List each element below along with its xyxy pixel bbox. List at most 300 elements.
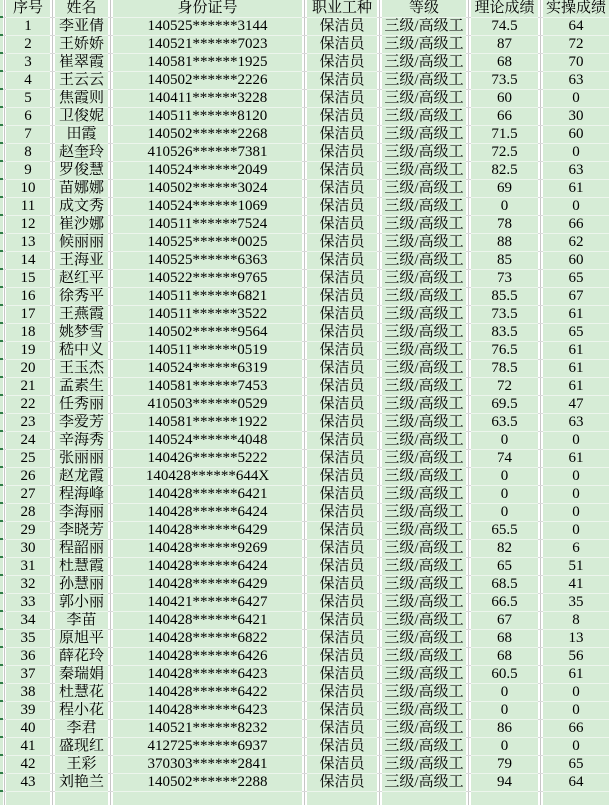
cell-col-id-number[interactable]: 412725******6937 [113, 738, 302, 756]
cell-col-name[interactable]: 王海亚 [55, 252, 108, 270]
cell-col-level[interactable]: 三级/高级工 [382, 774, 466, 792]
cell-col-name[interactable]: 杜慧霞 [55, 558, 108, 576]
cell-col-level[interactable]: 三级/高级工 [382, 504, 466, 522]
cell-col-level[interactable]: 三级/高级工 [382, 342, 466, 360]
cell-col-practical-score[interactable]: 0 [543, 90, 609, 108]
cell-col-id-number[interactable]: 140502******3024 [113, 180, 302, 198]
cell-col-theory-score[interactable]: 79 [471, 756, 538, 774]
cell-col-theory-score[interactable]: 86 [471, 720, 538, 738]
cell-col-theory-score[interactable]: 72.5 [471, 144, 538, 162]
cell-col-occupation[interactable]: 保洁员 [307, 108, 377, 126]
cell-col-level[interactable]: 三级/高级工 [382, 720, 466, 738]
empty-cell-col-level[interactable] [382, 792, 466, 805]
cell-col-name[interactable]: 嵇中义 [55, 342, 108, 360]
cell-col-index[interactable]: 5 [6, 90, 50, 108]
cell-col-practical-score[interactable]: 72 [543, 36, 609, 54]
cell-col-theory-score[interactable]: 0 [471, 504, 538, 522]
cell-col-theory-score[interactable]: 63.5 [471, 414, 538, 432]
cell-col-level[interactable]: 三级/高级工 [382, 90, 466, 108]
cell-col-level[interactable]: 三级/高级工 [382, 756, 466, 774]
cell-col-occupation[interactable]: 保洁员 [307, 612, 377, 630]
cell-col-name[interactable]: 焦霞则 [55, 90, 108, 108]
cell-col-level[interactable]: 三级/高级工 [382, 360, 466, 378]
cell-col-occupation[interactable]: 保洁员 [307, 126, 377, 144]
cell-col-level[interactable]: 三级/高级工 [382, 324, 466, 342]
cell-col-practical-score[interactable]: 61 [543, 360, 609, 378]
cell-col-index[interactable]: 18 [6, 324, 50, 342]
cell-col-theory-score[interactable]: 82 [471, 540, 538, 558]
cell-col-id-number[interactable]: 140521******8232 [113, 720, 302, 738]
cell-col-name[interactable]: 李苗 [55, 612, 108, 630]
cell-col-occupation[interactable]: 保洁员 [307, 216, 377, 234]
cell-col-theory-score[interactable]: 66 [471, 108, 538, 126]
cell-col-practical-score[interactable]: 63 [543, 162, 609, 180]
cell-col-practical-score[interactable]: 60 [543, 126, 609, 144]
cell-col-level[interactable]: 三级/高级工 [382, 36, 466, 54]
cell-col-occupation[interactable]: 保洁员 [307, 666, 377, 684]
cell-col-id-number[interactable]: 370303******2841 [113, 756, 302, 774]
cell-col-level[interactable]: 三级/高级工 [382, 198, 466, 216]
cell-col-practical-score[interactable]: 0 [543, 468, 609, 486]
cell-col-id-number[interactable]: 140511******7524 [113, 216, 302, 234]
cell-col-id-number[interactable]: 410526******7381 [113, 144, 302, 162]
cell-col-theory-score[interactable]: 85.5 [471, 288, 538, 306]
cell-col-name[interactable]: 王娇娇 [55, 36, 108, 54]
cell-col-practical-score[interactable]: 0 [543, 738, 609, 756]
cell-col-practical-score[interactable]: 13 [543, 630, 609, 648]
cell-col-practical-score[interactable]: 62 [543, 234, 609, 252]
cell-col-practical-score[interactable]: 65 [543, 324, 609, 342]
cell-col-index[interactable]: 2 [6, 36, 50, 54]
cell-col-index[interactable]: 26 [6, 468, 50, 486]
cell-col-name[interactable]: 张丽丽 [55, 450, 108, 468]
cell-col-id-number[interactable]: 140581******1922 [113, 414, 302, 432]
cell-col-theory-score[interactable]: 67 [471, 612, 538, 630]
cell-col-occupation[interactable]: 保洁员 [307, 54, 377, 72]
cell-col-occupation[interactable]: 保洁员 [307, 144, 377, 162]
cell-col-practical-score[interactable]: 0 [543, 522, 609, 540]
cell-col-theory-score[interactable]: 72 [471, 378, 538, 396]
cell-col-level[interactable]: 三级/高级工 [382, 216, 466, 234]
cell-col-level[interactable]: 三级/高级工 [382, 630, 466, 648]
cell-col-name[interactable]: 赵龙霞 [55, 468, 108, 486]
cell-col-level[interactable]: 三级/高级工 [382, 450, 466, 468]
cell-col-theory-score[interactable]: 82.5 [471, 162, 538, 180]
cell-col-name[interactable]: 崔沙娜 [55, 216, 108, 234]
cell-col-index[interactable]: 36 [6, 648, 50, 666]
cell-col-index[interactable]: 11 [6, 198, 50, 216]
cell-col-practical-score[interactable]: 61 [543, 180, 609, 198]
cell-col-practical-score[interactable]: 64 [543, 18, 609, 36]
cell-col-name[interactable]: 孙慧丽 [55, 576, 108, 594]
cell-col-occupation[interactable]: 保洁员 [307, 306, 377, 324]
cell-col-index[interactable]: 33 [6, 594, 50, 612]
cell-col-id-number[interactable]: 140428******6429 [113, 576, 302, 594]
empty-cell-col-name[interactable] [55, 792, 108, 805]
cell-col-occupation[interactable]: 保洁员 [307, 198, 377, 216]
cell-col-index[interactable]: 24 [6, 432, 50, 450]
cell-col-occupation[interactable]: 保洁员 [307, 432, 377, 450]
header-col-level[interactable]: 等级 [382, 0, 466, 18]
cell-col-occupation[interactable]: 保洁员 [307, 36, 377, 54]
cell-col-name[interactable]: 成文秀 [55, 198, 108, 216]
cell-col-id-number[interactable]: 140581******7453 [113, 378, 302, 396]
cell-col-occupation[interactable]: 保洁员 [307, 414, 377, 432]
cell-col-index[interactable]: 29 [6, 522, 50, 540]
cell-col-level[interactable]: 三级/高级工 [382, 468, 466, 486]
cell-col-id-number[interactable]: 140524******6319 [113, 360, 302, 378]
cell-col-occupation[interactable]: 保洁员 [307, 324, 377, 342]
cell-col-id-number[interactable]: 140428******6421 [113, 486, 302, 504]
cell-col-theory-score[interactable]: 0 [471, 198, 538, 216]
cell-col-id-number[interactable]: 140502******2268 [113, 126, 302, 144]
cell-col-practical-score[interactable]: 56 [543, 648, 609, 666]
cell-col-practical-score[interactable]: 63 [543, 414, 609, 432]
cell-col-index[interactable]: 31 [6, 558, 50, 576]
cell-col-occupation[interactable]: 保洁员 [307, 720, 377, 738]
cell-col-practical-score[interactable]: 8 [543, 612, 609, 630]
cell-col-index[interactable]: 28 [6, 504, 50, 522]
cell-col-practical-score[interactable]: 64 [543, 774, 609, 792]
cell-col-occupation[interactable]: 保洁员 [307, 468, 377, 486]
cell-col-practical-score[interactable]: 0 [543, 144, 609, 162]
cell-col-practical-score[interactable]: 6 [543, 540, 609, 558]
cell-col-level[interactable]: 三级/高级工 [382, 252, 466, 270]
cell-col-level[interactable]: 三级/高级工 [382, 396, 466, 414]
cell-col-practical-score[interactable]: 61 [543, 306, 609, 324]
cell-col-index[interactable]: 40 [6, 720, 50, 738]
cell-col-id-number[interactable]: 140502******9564 [113, 324, 302, 342]
cell-col-occupation[interactable]: 保洁员 [307, 576, 377, 594]
cell-col-id-number[interactable]: 140524******2049 [113, 162, 302, 180]
cell-col-occupation[interactable]: 保洁员 [307, 288, 377, 306]
cell-col-id-number[interactable]: 140428******6424 [113, 504, 302, 522]
cell-col-level[interactable]: 三级/高级工 [382, 144, 466, 162]
cell-col-index[interactable]: 10 [6, 180, 50, 198]
cell-col-name[interactable]: 任秀丽 [55, 396, 108, 414]
cell-col-index[interactable]: 13 [6, 234, 50, 252]
cell-col-practical-score[interactable]: 30 [543, 108, 609, 126]
cell-col-index[interactable]: 35 [6, 630, 50, 648]
cell-col-occupation[interactable]: 保洁员 [307, 72, 377, 90]
cell-col-id-number[interactable]: 410503******0529 [113, 396, 302, 414]
cell-col-name[interactable]: 赵红平 [55, 270, 108, 288]
cell-col-name[interactable]: 王云云 [55, 72, 108, 90]
cell-col-name[interactable]: 辛海秀 [55, 432, 108, 450]
cell-col-theory-score[interactable]: 71.5 [471, 126, 538, 144]
cell-col-id-number[interactable]: 140502******2226 [113, 72, 302, 90]
cell-col-occupation[interactable]: 保洁员 [307, 252, 377, 270]
cell-col-index[interactable]: 3 [6, 54, 50, 72]
cell-col-theory-score[interactable]: 85 [471, 252, 538, 270]
cell-col-id-number[interactable]: 140524******1069 [113, 198, 302, 216]
cell-col-practical-score[interactable]: 66 [543, 216, 609, 234]
cell-col-name[interactable]: 田霞 [55, 126, 108, 144]
cell-col-level[interactable]: 三级/高级工 [382, 126, 466, 144]
cell-col-name[interactable]: 李海丽 [55, 504, 108, 522]
cell-col-id-number[interactable]: 140428******6429 [113, 522, 302, 540]
cell-col-index[interactable]: 25 [6, 450, 50, 468]
cell-col-theory-score[interactable]: 74 [471, 450, 538, 468]
cell-col-occupation[interactable]: 保洁员 [307, 342, 377, 360]
cell-col-name[interactable]: 程小花 [55, 702, 108, 720]
header-col-index[interactable]: 序号 [6, 0, 50, 18]
cell-col-occupation[interactable]: 保洁员 [307, 18, 377, 36]
cell-col-id-number[interactable]: 140428******6423 [113, 702, 302, 720]
cell-col-theory-score[interactable]: 60.5 [471, 666, 538, 684]
cell-col-id-number[interactable]: 140428******6421 [113, 612, 302, 630]
empty-cell-col-practical-score[interactable] [543, 792, 609, 805]
cell-col-id-number[interactable]: 140525******6363 [113, 252, 302, 270]
cell-col-theory-score[interactable]: 78.5 [471, 360, 538, 378]
cell-col-index[interactable]: 17 [6, 306, 50, 324]
cell-col-level[interactable]: 三级/高级工 [382, 270, 466, 288]
cell-col-id-number[interactable]: 140524******4048 [113, 432, 302, 450]
cell-col-index[interactable]: 8 [6, 144, 50, 162]
cell-col-practical-score[interactable]: 70 [543, 54, 609, 72]
cell-col-id-number[interactable]: 140428******6424 [113, 558, 302, 576]
cell-col-name[interactable]: 刘艳兰 [55, 774, 108, 792]
cell-col-name[interactable]: 盛现红 [55, 738, 108, 756]
cell-col-name[interactable]: 李晓芳 [55, 522, 108, 540]
cell-col-index[interactable]: 38 [6, 684, 50, 702]
cell-col-id-number[interactable]: 140521******7023 [113, 36, 302, 54]
cell-col-occupation[interactable]: 保洁员 [307, 558, 377, 576]
cell-col-occupation[interactable]: 保洁员 [307, 486, 377, 504]
cell-col-practical-score[interactable]: 0 [543, 486, 609, 504]
cell-col-id-number[interactable]: 140428******9269 [113, 540, 302, 558]
cell-col-index[interactable]: 21 [6, 378, 50, 396]
cell-col-occupation[interactable]: 保洁员 [307, 450, 377, 468]
cell-col-occupation[interactable]: 保洁员 [307, 504, 377, 522]
cell-col-level[interactable]: 三级/高级工 [382, 414, 466, 432]
cell-col-theory-score[interactable]: 68 [471, 630, 538, 648]
cell-col-id-number[interactable]: 140511******3522 [113, 306, 302, 324]
cell-col-practical-score[interactable]: 35 [543, 594, 609, 612]
cell-col-level[interactable]: 三级/高级工 [382, 684, 466, 702]
cell-col-index[interactable]: 15 [6, 270, 50, 288]
cell-col-occupation[interactable]: 保洁员 [307, 630, 377, 648]
cell-col-theory-score[interactable]: 0 [471, 738, 538, 756]
cell-col-occupation[interactable]: 保洁员 [307, 270, 377, 288]
cell-col-index[interactable]: 20 [6, 360, 50, 378]
cell-col-index[interactable]: 4 [6, 72, 50, 90]
cell-col-theory-score[interactable]: 83.5 [471, 324, 538, 342]
cell-col-practical-score[interactable]: 41 [543, 576, 609, 594]
cell-col-index[interactable]: 14 [6, 252, 50, 270]
cell-col-practical-score[interactable]: 61 [543, 342, 609, 360]
cell-col-theory-score[interactable]: 94 [471, 774, 538, 792]
cell-col-name[interactable]: 李爱芳 [55, 414, 108, 432]
cell-col-occupation[interactable]: 保洁员 [307, 180, 377, 198]
cell-col-theory-score[interactable]: 73.5 [471, 306, 538, 324]
cell-col-index[interactable]: 7 [6, 126, 50, 144]
cell-col-level[interactable]: 三级/高级工 [382, 432, 466, 450]
cell-col-practical-score[interactable]: 67 [543, 288, 609, 306]
cell-col-occupation[interactable]: 保洁员 [307, 378, 377, 396]
cell-col-id-number[interactable]: 140502******2288 [113, 774, 302, 792]
cell-col-level[interactable]: 三级/高级工 [382, 54, 466, 72]
cell-col-practical-score[interactable]: 61 [543, 666, 609, 684]
cell-col-practical-score[interactable]: 65 [543, 270, 609, 288]
cell-col-theory-score[interactable]: 0 [471, 432, 538, 450]
cell-col-level[interactable]: 三级/高级工 [382, 648, 466, 666]
cell-col-theory-score[interactable]: 68 [471, 54, 538, 72]
cell-col-practical-score[interactable]: 47 [543, 396, 609, 414]
cell-col-id-number[interactable]: 140428******6422 [113, 684, 302, 702]
cell-col-occupation[interactable]: 保洁员 [307, 756, 377, 774]
cell-col-id-number[interactable]: 140411******3228 [113, 90, 302, 108]
cell-col-id-number[interactable]: 140421******6427 [113, 594, 302, 612]
cell-col-name[interactable]: 程韶丽 [55, 540, 108, 558]
cell-col-name[interactable]: 姚梦雪 [55, 324, 108, 342]
cell-col-theory-score[interactable]: 87 [471, 36, 538, 54]
cell-col-level[interactable]: 三级/高级工 [382, 486, 466, 504]
cell-col-index[interactable]: 27 [6, 486, 50, 504]
cell-col-occupation[interactable]: 保洁员 [307, 234, 377, 252]
cell-col-theory-score[interactable]: 0 [471, 486, 538, 504]
cell-col-index[interactable]: 9 [6, 162, 50, 180]
cell-col-theory-score[interactable]: 88 [471, 234, 538, 252]
empty-cell-col-occupation[interactable] [307, 792, 377, 805]
cell-col-theory-score[interactable]: 76.5 [471, 342, 538, 360]
cell-col-level[interactable]: 三级/高级工 [382, 666, 466, 684]
cell-col-index[interactable]: 1 [6, 18, 50, 36]
cell-col-theory-score[interactable]: 0 [471, 702, 538, 720]
cell-col-theory-score[interactable]: 68 [471, 648, 538, 666]
cell-col-name[interactable]: 程海峰 [55, 486, 108, 504]
header-col-id-number[interactable]: 身份证号 [113, 0, 302, 18]
cell-col-occupation[interactable]: 保洁员 [307, 162, 377, 180]
cell-col-occupation[interactable]: 保洁员 [307, 774, 377, 792]
cell-col-level[interactable]: 三级/高级工 [382, 540, 466, 558]
empty-cell-col-theory-score[interactable] [471, 792, 538, 805]
header-col-practical-score[interactable]: 实操成绩 [543, 0, 609, 18]
cell-col-level[interactable]: 三级/高级工 [382, 162, 466, 180]
cell-col-index[interactable]: 41 [6, 738, 50, 756]
cell-col-id-number[interactable]: 140428******6423 [113, 666, 302, 684]
cell-col-name[interactable]: 李亚倩 [55, 18, 108, 36]
cell-col-practical-score[interactable]: 0 [543, 702, 609, 720]
cell-col-name[interactable]: 孟素生 [55, 378, 108, 396]
cell-col-name[interactable]: 秦瑞娟 [55, 666, 108, 684]
cell-col-theory-score[interactable]: 66.5 [471, 594, 538, 612]
cell-col-name[interactable]: 罗俊慧 [55, 162, 108, 180]
cell-col-name[interactable]: 赵奎玲 [55, 144, 108, 162]
cell-col-practical-score[interactable]: 61 [543, 378, 609, 396]
cell-col-theory-score[interactable]: 0 [471, 468, 538, 486]
cell-col-practical-score[interactable]: 60 [543, 252, 609, 270]
cell-col-name[interactable]: 薛花玲 [55, 648, 108, 666]
cell-col-index[interactable]: 34 [6, 612, 50, 630]
cell-col-occupation[interactable]: 保洁员 [307, 360, 377, 378]
cell-col-name[interactable]: 王彩 [55, 756, 108, 774]
cell-col-index[interactable]: 43 [6, 774, 50, 792]
cell-col-name[interactable]: 郭小丽 [55, 594, 108, 612]
cell-col-level[interactable]: 三级/高级工 [382, 702, 466, 720]
cell-col-level[interactable]: 三级/高级工 [382, 180, 466, 198]
cell-col-theory-score[interactable]: 0 [471, 684, 538, 702]
cell-col-level[interactable]: 三级/高级工 [382, 72, 466, 90]
empty-cell-col-id-number[interactable] [113, 792, 302, 805]
cell-col-level[interactable]: 三级/高级工 [382, 558, 466, 576]
cell-col-theory-score[interactable]: 65.5 [471, 522, 538, 540]
cell-col-index[interactable]: 30 [6, 540, 50, 558]
cell-col-index[interactable]: 32 [6, 576, 50, 594]
cell-col-name[interactable]: 崔翠霞 [55, 54, 108, 72]
cell-col-theory-score[interactable]: 73 [471, 270, 538, 288]
cell-col-occupation[interactable]: 保洁员 [307, 702, 377, 720]
cell-col-index[interactable]: 39 [6, 702, 50, 720]
header-col-occupation[interactable]: 职业工种 [307, 0, 377, 18]
cell-col-practical-score[interactable]: 66 [543, 720, 609, 738]
cell-col-level[interactable]: 三级/高级工 [382, 234, 466, 252]
cell-col-theory-score[interactable]: 60 [471, 90, 538, 108]
header-col-theory-score[interactable]: 理论成绩 [471, 0, 538, 18]
cell-col-practical-score[interactable]: 0 [543, 198, 609, 216]
cell-col-id-number[interactable]: 140581******1925 [113, 54, 302, 72]
cell-col-level[interactable]: 三级/高级工 [382, 738, 466, 756]
cell-col-index[interactable]: 37 [6, 666, 50, 684]
cell-col-id-number[interactable]: 140511******6821 [113, 288, 302, 306]
cell-col-theory-score[interactable]: 65 [471, 558, 538, 576]
cell-col-theory-score[interactable]: 74.5 [471, 18, 538, 36]
cell-col-level[interactable]: 三级/高级工 [382, 306, 466, 324]
cell-col-id-number[interactable]: 140525******0025 [113, 234, 302, 252]
cell-col-occupation[interactable]: 保洁员 [307, 522, 377, 540]
cell-col-name[interactable]: 徐秀平 [55, 288, 108, 306]
cell-col-occupation[interactable]: 保洁员 [307, 396, 377, 414]
cell-col-occupation[interactable]: 保洁员 [307, 90, 377, 108]
cell-col-level[interactable]: 三级/高级工 [382, 576, 466, 594]
cell-col-occupation[interactable]: 保洁员 [307, 540, 377, 558]
cell-col-index[interactable]: 6 [6, 108, 50, 126]
cell-col-level[interactable]: 三级/高级工 [382, 18, 466, 36]
cell-col-practical-score[interactable]: 65 [543, 756, 609, 774]
cell-col-name[interactable]: 原旭平 [55, 630, 108, 648]
cell-col-occupation[interactable]: 保洁员 [307, 594, 377, 612]
cell-col-practical-score[interactable]: 51 [543, 558, 609, 576]
cell-col-theory-score[interactable]: 78 [471, 216, 538, 234]
cell-col-practical-score[interactable]: 0 [543, 684, 609, 702]
header-col-name[interactable]: 姓名 [55, 0, 108, 18]
cell-col-id-number[interactable]: 140426******5222 [113, 450, 302, 468]
cell-col-id-number[interactable]: 140428******6426 [113, 648, 302, 666]
cell-col-level[interactable]: 三级/高级工 [382, 288, 466, 306]
cell-col-theory-score[interactable]: 69.5 [471, 396, 538, 414]
cell-col-name[interactable]: 卫俊妮 [55, 108, 108, 126]
cell-col-index[interactable]: 23 [6, 414, 50, 432]
cell-col-id-number[interactable]: 140428******6822 [113, 630, 302, 648]
cell-col-index[interactable]: 16 [6, 288, 50, 306]
cell-col-practical-score[interactable]: 63 [543, 72, 609, 90]
cell-col-practical-score[interactable]: 0 [543, 432, 609, 450]
cell-col-occupation[interactable]: 保洁员 [307, 738, 377, 756]
cell-col-theory-score[interactable]: 73.5 [471, 72, 538, 90]
cell-col-id-number[interactable]: 140511******0519 [113, 342, 302, 360]
cell-col-level[interactable]: 三级/高级工 [382, 594, 466, 612]
cell-col-name[interactable]: 李君 [55, 720, 108, 738]
cell-col-id-number[interactable]: 140428******644X [113, 468, 302, 486]
cell-col-theory-score[interactable]: 68.5 [471, 576, 538, 594]
cell-col-theory-score[interactable]: 69 [471, 180, 538, 198]
cell-col-name[interactable]: 杜慧花 [55, 684, 108, 702]
cell-col-level[interactable]: 三级/高级工 [382, 522, 466, 540]
cell-col-name[interactable]: 王玉杰 [55, 360, 108, 378]
cell-col-index[interactable]: 22 [6, 396, 50, 414]
cell-col-index[interactable]: 19 [6, 342, 50, 360]
cell-col-index[interactable]: 42 [6, 756, 50, 774]
